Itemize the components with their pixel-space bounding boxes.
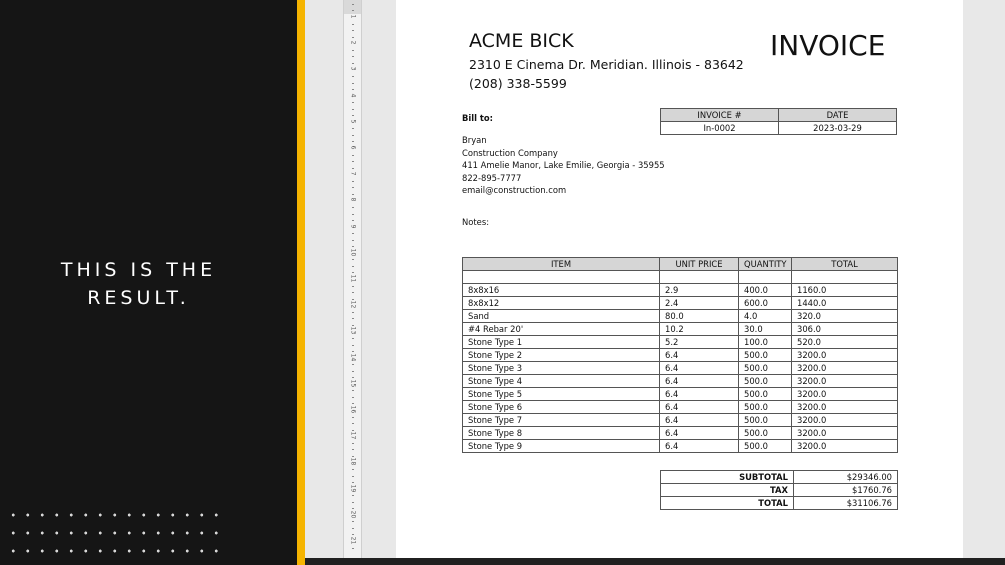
bill-to-name: Bryan xyxy=(462,135,487,145)
ruler-tick xyxy=(352,456,354,457)
caption-line-2: RESULT. xyxy=(87,287,190,309)
table-row xyxy=(463,310,898,323)
vertical-ruler[interactable] xyxy=(343,0,362,565)
ruler-tick xyxy=(352,141,354,142)
total-cell: 306.0 xyxy=(792,323,898,336)
unit-price-cell: 6.4 xyxy=(660,414,739,427)
ruler-number: 1 xyxy=(349,14,357,19)
decorative-dot-grid xyxy=(6,506,221,565)
subtotal-value: $29346.00 xyxy=(794,471,898,484)
ruler-tick xyxy=(352,207,354,208)
totals-table xyxy=(660,470,898,510)
table-row xyxy=(463,336,898,349)
blank-cell xyxy=(660,271,739,284)
ruler-tick xyxy=(352,423,354,424)
date-header: DATE xyxy=(779,109,897,122)
ruler-tick xyxy=(352,548,354,549)
ruler-tick xyxy=(352,272,354,273)
ruler-tick xyxy=(352,397,354,398)
ruler-tick xyxy=(352,521,354,522)
ruler-tick xyxy=(352,390,354,391)
total-cell: 3200.0 xyxy=(792,388,898,401)
notes-label: Notes: xyxy=(462,217,490,227)
total-cell: 3200.0 xyxy=(792,414,898,427)
ruler-tick xyxy=(352,10,354,11)
quantity-cell: 500.0 xyxy=(739,401,792,414)
ruler-tick xyxy=(352,325,354,326)
table-row xyxy=(463,414,898,427)
ruler-tick xyxy=(352,377,354,378)
ruler-number: 21 xyxy=(349,536,357,545)
blank-cell xyxy=(792,271,898,284)
ruler-number: 9 xyxy=(349,224,357,228)
item-cell: Stone Type 1 xyxy=(463,336,660,349)
ruler-tick xyxy=(352,476,354,477)
unit-price-cell: 6.4 xyxy=(660,349,739,362)
quantity-cell: 500.0 xyxy=(739,440,792,453)
company-name: ACME BICK xyxy=(469,30,574,52)
ruler-tick xyxy=(352,109,354,110)
invoice-number: In-0002 xyxy=(661,122,779,135)
total-cell: 3200.0 xyxy=(792,401,898,414)
ruler-tick xyxy=(352,115,354,116)
ruler-number: 16 xyxy=(349,405,357,414)
total-column-header: TOTAL xyxy=(792,258,898,271)
ruler-tick xyxy=(352,345,354,346)
item-cell: 8x8x16 xyxy=(463,284,660,297)
ruler-number: 2 xyxy=(349,40,357,45)
ruler-tick xyxy=(352,312,354,313)
quantity-cell: 600.0 xyxy=(739,297,792,310)
item-cell: Stone Type 7 xyxy=(463,414,660,427)
quantity-cell: 30.0 xyxy=(739,323,792,336)
ruler-number: 17 xyxy=(349,431,357,440)
ruler-tick xyxy=(352,403,354,404)
ruler-tick xyxy=(352,286,354,287)
ruler-tick xyxy=(352,469,354,470)
quantity-cell: 4.0 xyxy=(739,310,792,323)
ruler-tick xyxy=(352,528,354,529)
ruler-tick xyxy=(352,259,354,260)
total-cell: 3200.0 xyxy=(792,427,898,440)
quantity-cell: 500.0 xyxy=(739,349,792,362)
table-row xyxy=(463,440,898,453)
ruler-tick xyxy=(352,187,354,188)
invoice-number-header: INVOICE # xyxy=(661,109,779,122)
ruler-tick xyxy=(352,135,354,136)
table-row xyxy=(463,349,898,362)
ruler-tick xyxy=(352,266,354,267)
blank-cell xyxy=(739,271,792,284)
blank-cell xyxy=(463,271,660,284)
invoice-page xyxy=(396,0,963,558)
ruler-tick xyxy=(352,534,354,535)
quantity-cell: 500.0 xyxy=(739,362,792,375)
item-cell: Stone Type 8 xyxy=(463,427,660,440)
ruler-tick xyxy=(352,220,354,221)
invoice-date: 2023-03-29 xyxy=(779,122,897,135)
caption-line-1: THIS IS THE xyxy=(60,259,217,281)
items-table-body xyxy=(463,271,898,453)
ruler-tick xyxy=(352,233,354,234)
ruler-number: 12 xyxy=(349,300,357,309)
ruler-tick xyxy=(352,364,354,365)
ruler-number: 6 xyxy=(349,145,357,150)
item-cell: Stone Type 5 xyxy=(463,388,660,401)
bill-to-address: 411 Amelie Manor, Lake Emilie, Georgia - 35955 xyxy=(462,160,665,171)
total-cell: 1160.0 xyxy=(792,284,898,297)
ruler-tick xyxy=(352,102,354,103)
item-cell: Stone Type 2 xyxy=(463,349,660,362)
unit-price-cell: 80.0 xyxy=(660,310,739,323)
subtotal-label: SUBTOTAL xyxy=(661,471,794,484)
ruler-tick xyxy=(352,240,354,241)
quantity-cell: 500.0 xyxy=(739,414,792,427)
quantity-column-header: QUANTITY xyxy=(739,258,792,271)
ruler-tick xyxy=(352,299,354,300)
total-label: TOTAL xyxy=(661,497,794,510)
ruler-tick xyxy=(352,214,354,215)
ruler-number: 11 xyxy=(349,274,357,283)
table-row xyxy=(463,375,898,388)
tax-label: TAX xyxy=(661,484,794,497)
ruler-number: 10 xyxy=(349,248,357,257)
ruler-tick xyxy=(352,318,354,319)
table-row xyxy=(463,427,898,440)
ruler-tick xyxy=(352,76,354,77)
ruler-tick xyxy=(352,338,354,339)
unit-price-cell: 2.9 xyxy=(660,284,739,297)
ruler-tick xyxy=(352,292,354,293)
ruler-tick xyxy=(352,155,354,156)
table-row xyxy=(463,323,898,336)
ruler-tick xyxy=(352,508,354,509)
ruler-tick xyxy=(352,194,354,195)
ruler-tick xyxy=(352,449,354,450)
ruler-tick xyxy=(352,37,354,38)
ruler-tick xyxy=(352,246,354,247)
document-viewer xyxy=(305,0,1005,565)
total-cell: 3200.0 xyxy=(792,362,898,375)
unit-price-cell: 6.4 xyxy=(660,427,739,440)
table-row xyxy=(463,362,898,375)
total-cell: 320.0 xyxy=(792,310,898,323)
unit-price-cell: 6.4 xyxy=(660,401,739,414)
quantity-cell: 500.0 xyxy=(739,427,792,440)
unit-price-column-header: UNIT PRICE xyxy=(660,258,739,271)
quantity-cell: 500.0 xyxy=(739,388,792,401)
ruler-tick xyxy=(352,417,354,418)
ruler-number: 8 xyxy=(349,197,357,202)
unit-price-cell: 6.4 xyxy=(660,388,739,401)
ruler-tick xyxy=(352,128,354,129)
ruler-tick xyxy=(352,495,354,496)
table-row xyxy=(463,284,898,297)
blank-row xyxy=(463,271,898,284)
bill-to-company: Construction Company xyxy=(462,147,558,158)
bill-to-email: email@construction.com xyxy=(462,185,567,196)
item-cell: #4 Rebar 20' xyxy=(463,323,660,336)
bill-to-block xyxy=(462,134,665,197)
ruler-tick xyxy=(352,351,354,352)
invoice-meta-table xyxy=(660,108,897,135)
total-cell: 3200.0 xyxy=(792,440,898,453)
slide-caption xyxy=(0,256,277,312)
item-cell: Sand xyxy=(463,310,660,323)
ruler-number: 15 xyxy=(349,379,357,388)
ruler-number: 7 xyxy=(349,171,357,176)
bill-to-label: Bill to: xyxy=(462,113,494,123)
table-row xyxy=(463,401,898,414)
ruler-tick xyxy=(352,502,354,503)
ruler-number: 5 xyxy=(349,119,357,124)
ruler-tick xyxy=(352,83,354,84)
ruler-tick xyxy=(352,371,354,372)
total-cell: 1440.0 xyxy=(792,297,898,310)
unit-price-cell: 6.4 xyxy=(660,440,739,453)
total-cell: 520.0 xyxy=(792,336,898,349)
table-row xyxy=(463,297,898,310)
company-address: 2310 E Cinema Dr. Meridian. Illinois - 83642 xyxy=(469,57,744,72)
ruler-tick xyxy=(352,30,354,31)
total-cell: 3200.0 xyxy=(792,375,898,388)
total-value: $31106.76 xyxy=(794,497,898,510)
ruler-number: 20 xyxy=(349,510,357,519)
item-cell: Stone Type 6 xyxy=(463,401,660,414)
item-column-header: ITEM xyxy=(463,258,660,271)
table-row xyxy=(463,388,898,401)
ruler-number: 18 xyxy=(349,458,357,466)
items-table xyxy=(462,257,898,453)
ruler-tick xyxy=(352,161,354,162)
ruler-tick xyxy=(352,181,354,182)
ruler-tick xyxy=(352,168,354,169)
ruler-tick xyxy=(352,443,354,444)
slide-left-panel xyxy=(0,0,297,565)
ruler-tick xyxy=(352,430,354,431)
quantity-cell: 500.0 xyxy=(739,375,792,388)
tax-value: $1760.76 xyxy=(794,484,898,497)
invoice-title: INVOICE xyxy=(770,29,886,62)
bill-to-phone: 822-895-7777 xyxy=(462,172,522,183)
ruler-number: 19 xyxy=(349,484,357,492)
ruler-tick xyxy=(352,4,354,5)
quantity-cell: 400.0 xyxy=(739,284,792,297)
unit-price-cell: 6.4 xyxy=(660,362,739,375)
company-phone: (208) 338-5599 xyxy=(469,76,567,91)
unit-price-cell: 6.4 xyxy=(660,375,739,388)
total-cell: 3200.0 xyxy=(792,349,898,362)
item-cell: Stone Type 9 xyxy=(463,440,660,453)
ruler-number: 3 xyxy=(349,66,357,71)
item-cell: 8x8x12 xyxy=(463,297,660,310)
quantity-cell: 100.0 xyxy=(739,336,792,349)
item-cell: Stone Type 3 xyxy=(463,362,660,375)
ruler-number: 4 xyxy=(349,93,357,97)
ruler-tick xyxy=(352,63,354,64)
ruler-tick xyxy=(352,50,354,51)
ruler-tick xyxy=(352,89,354,90)
ruler-number: 13 xyxy=(349,327,357,335)
ruler-number: 14 xyxy=(349,353,357,361)
viewer-status-bar xyxy=(305,558,1005,565)
item-cell: Stone Type 4 xyxy=(463,375,660,388)
unit-price-cell: 10.2 xyxy=(660,323,739,336)
accent-bar xyxy=(297,0,305,565)
unit-price-cell: 5.2 xyxy=(660,336,739,349)
ruler-tick xyxy=(352,24,354,25)
ruler-tick xyxy=(352,482,354,483)
unit-price-cell: 2.4 xyxy=(660,297,739,310)
ruler-tick xyxy=(352,56,354,57)
